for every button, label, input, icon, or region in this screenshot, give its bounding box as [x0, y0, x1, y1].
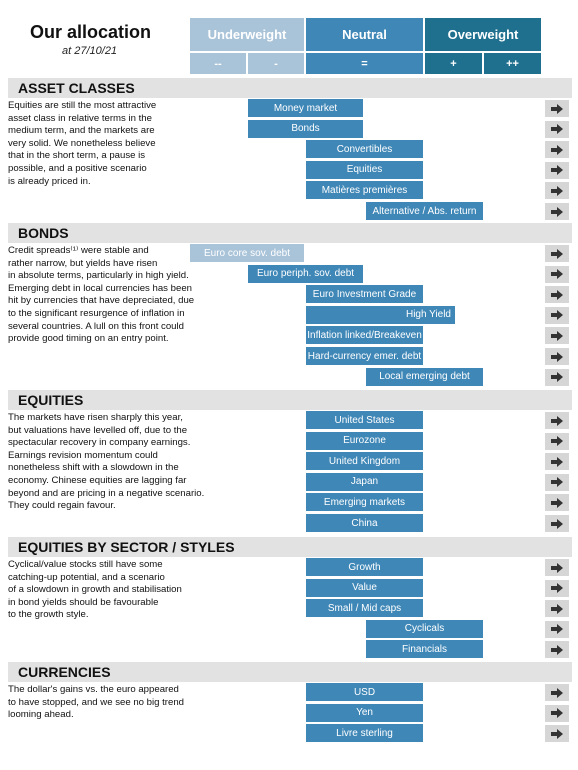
arrow-right-icon — [551, 124, 563, 134]
column-underweight: Underweight — [190, 18, 304, 51]
allocation-chip: Value — [306, 579, 423, 597]
section-description — [8, 245, 220, 346]
description-line: rather narrow, but yields have risen — [8, 257, 158, 269]
row-arrow-button[interactable] — [545, 162, 569, 179]
section-description — [8, 100, 220, 188]
section-header-bar — [8, 223, 572, 243]
allocation-chip: Livre sterling — [306, 724, 423, 742]
subcolumn-neutral: = — [306, 53, 423, 74]
row-arrow-button[interactable] — [545, 494, 569, 511]
row-arrow-button[interactable] — [545, 286, 569, 303]
allocation-chip: Growth — [306, 558, 423, 576]
row-arrow-button[interactable] — [545, 412, 569, 429]
arrow-right-icon — [551, 186, 563, 196]
arrow-right-icon — [551, 457, 563, 467]
arrow-right-icon — [551, 519, 563, 529]
allocation-chip: Japan — [306, 473, 423, 491]
arrow-right-icon — [551, 708, 563, 718]
section-title: EQUITIES BY SECTOR / STYLES — [18, 539, 235, 555]
description-line: to the significant resurgence of inflation in — [8, 307, 185, 319]
allocation-chip: Eurozone — [306, 432, 423, 450]
subcolumn-strong-under: -- — [190, 53, 246, 74]
row-arrow-button[interactable] — [545, 600, 569, 617]
row-arrow-button[interactable] — [545, 580, 569, 597]
allocation-chip: Matières premières — [306, 181, 423, 199]
description-line: to have stopped, and we see no big trend — [8, 696, 185, 708]
arrow-right-icon — [551, 477, 563, 487]
section-description — [8, 412, 220, 513]
arrow-right-icon — [551, 290, 563, 300]
allocation-chip: Hard-currency emer. debt — [306, 347, 423, 365]
section-header-bar — [8, 390, 572, 410]
description-line: The dollar's gains vs. the euro appeared — [8, 684, 179, 695]
section-title: EQUITIES — [18, 392, 84, 408]
description-line: beyond and are pricing in a negative scenario. — [8, 487, 205, 499]
arrow-right-icon — [551, 145, 563, 155]
description-line: in bond yields should be favourable — [8, 596, 159, 608]
row-arrow-button[interactable] — [545, 474, 569, 491]
arrow-right-icon — [551, 310, 563, 320]
description-line: of a slowdown in growth and stabilisation — [8, 584, 182, 596]
page-date: at 27/10/21 — [62, 45, 118, 57]
row-arrow-button[interactable] — [545, 307, 569, 324]
row-arrow-button[interactable] — [545, 641, 569, 658]
description-line: Earnings revision momentum could — [8, 449, 158, 461]
arrow-right-icon — [551, 729, 563, 739]
subcolumn-over: + — [425, 53, 482, 74]
description-line: Cyclical/value stocks still have some — [8, 559, 163, 570]
description-line: Equities are still the most attractive — [8, 100, 157, 111]
allocation-chip: Local emerging debt — [366, 368, 483, 386]
row-arrow-button[interactable] — [545, 182, 569, 199]
row-arrow-button[interactable] — [545, 705, 569, 722]
allocation-chip: United States — [306, 411, 423, 429]
description-line: to the growth style. — [8, 609, 89, 621]
arrow-right-icon — [551, 207, 563, 217]
description-line: is already priced in. — [8, 175, 91, 187]
row-arrow-button[interactable] — [545, 684, 569, 701]
arrow-right-icon — [551, 688, 563, 698]
row-arrow-button[interactable] — [545, 453, 569, 470]
arrow-right-icon — [551, 583, 563, 593]
description-line: several countries. A lull on this front could — [8, 320, 184, 332]
arrow-right-icon — [551, 269, 563, 279]
row-arrow-button[interactable] — [545, 621, 569, 638]
subcolumn-strong-over: ++ — [484, 53, 541, 74]
allocation-chip: Inflation linked/Breakeven — [306, 326, 423, 344]
description-line: looming ahead. — [8, 709, 74, 721]
row-arrow-button[interactable] — [545, 100, 569, 117]
allocation-chip: United Kingdom — [306, 452, 423, 470]
section-title: CURRENCIES — [18, 664, 111, 680]
allocation-chip: Small / Mid caps — [306, 599, 423, 617]
allocation-chip: Cyclicals — [366, 620, 483, 638]
description-line: Credit spreads⁽¹⁾ were stable and — [8, 245, 149, 256]
arrow-right-icon — [551, 624, 563, 634]
page-title: Our allocation — [30, 22, 152, 42]
description-line: but valuations have levelled off, due to the — [8, 424, 188, 436]
description-line: They could regain favour. — [8, 500, 116, 512]
row-arrow-button[interactable] — [545, 369, 569, 386]
allocation-chip: Money market — [248, 99, 363, 117]
allocation-chip: Financials — [366, 640, 483, 658]
row-arrow-button[interactable] — [545, 266, 569, 283]
description-line: very solid. We nonetheless believe — [8, 137, 156, 149]
section-description — [8, 684, 220, 722]
description-line: spectacular recovery in company earnings. — [8, 437, 191, 449]
row-arrow-button[interactable] — [545, 725, 569, 742]
description-line: asset class in relative terms in the — [8, 112, 152, 124]
allocation-chip: Euro Investment Grade — [306, 285, 423, 303]
description-line: catching-up potential, and a scenario — [8, 571, 165, 583]
row-arrow-button[interactable] — [545, 245, 569, 262]
description-line: that in the short term, a pause is — [8, 150, 146, 162]
description-line: medium term, and the markets are — [8, 125, 155, 137]
description-line: Emerging debt in local currencies has been — [8, 282, 192, 294]
arrow-right-icon — [551, 416, 563, 426]
allocation-chip: Emerging markets — [306, 493, 423, 511]
arrow-right-icon — [551, 165, 563, 175]
arrow-right-icon — [551, 372, 563, 382]
section-title: BONDS — [18, 225, 69, 241]
row-arrow-button[interactable] — [545, 433, 569, 450]
column-neutral: Neutral — [306, 18, 423, 51]
description-line: hit by currencies that have depreciated, due — [8, 295, 195, 307]
allocation-chip: Bonds — [248, 120, 363, 138]
arrow-right-icon — [551, 645, 563, 655]
arrow-right-icon — [551, 249, 563, 259]
arrow-right-icon — [551, 498, 563, 508]
allocation-chip: Alternative / Abs. return — [366, 202, 483, 220]
allocation-chip: Euro core sov. debt — [190, 244, 304, 262]
allocation-chip: Equities — [306, 161, 423, 179]
row-arrow-button[interactable] — [545, 203, 569, 220]
allocation-chip: Convertibles — [306, 140, 423, 158]
arrow-right-icon — [551, 104, 563, 114]
description-line: economy. Chinese equities are lagging far — [8, 474, 187, 486]
allocation-chip: High Yield — [306, 306, 455, 324]
arrow-right-icon — [551, 604, 563, 614]
arrow-right-icon — [551, 563, 563, 573]
description-line: nonetheless shift with a slowdown in the — [8, 462, 179, 474]
row-arrow-button[interactable] — [545, 121, 569, 138]
allocation-chip: Euro periph. sov. debt — [248, 265, 363, 283]
row-arrow-button[interactable] — [545, 141, 569, 158]
description-line: The markets have risen sharply this year, — [8, 412, 183, 423]
allocation-chip: China — [306, 514, 423, 532]
description-line: provide good timing on an entry point. — [8, 333, 169, 345]
allocation-chip: USD — [306, 683, 423, 701]
section-description — [8, 559, 220, 622]
arrow-right-icon — [551, 331, 563, 341]
row-arrow-button[interactable] — [545, 348, 569, 365]
description-line: possible, and a positive scenario — [8, 162, 147, 174]
allocation-chip: Yen — [306, 704, 423, 722]
row-arrow-button[interactable] — [545, 559, 569, 576]
description-line: in absolute terms, particularly in high yield. — [8, 270, 189, 282]
row-arrow-button[interactable] — [545, 327, 569, 344]
subcolumn-under: - — [248, 53, 304, 74]
row-arrow-button[interactable] — [545, 515, 569, 532]
arrow-right-icon — [551, 436, 563, 446]
section-title: ASSET CLASSES — [18, 80, 135, 96]
arrow-right-icon — [551, 352, 563, 362]
column-overweight: Overweight — [425, 18, 541, 51]
